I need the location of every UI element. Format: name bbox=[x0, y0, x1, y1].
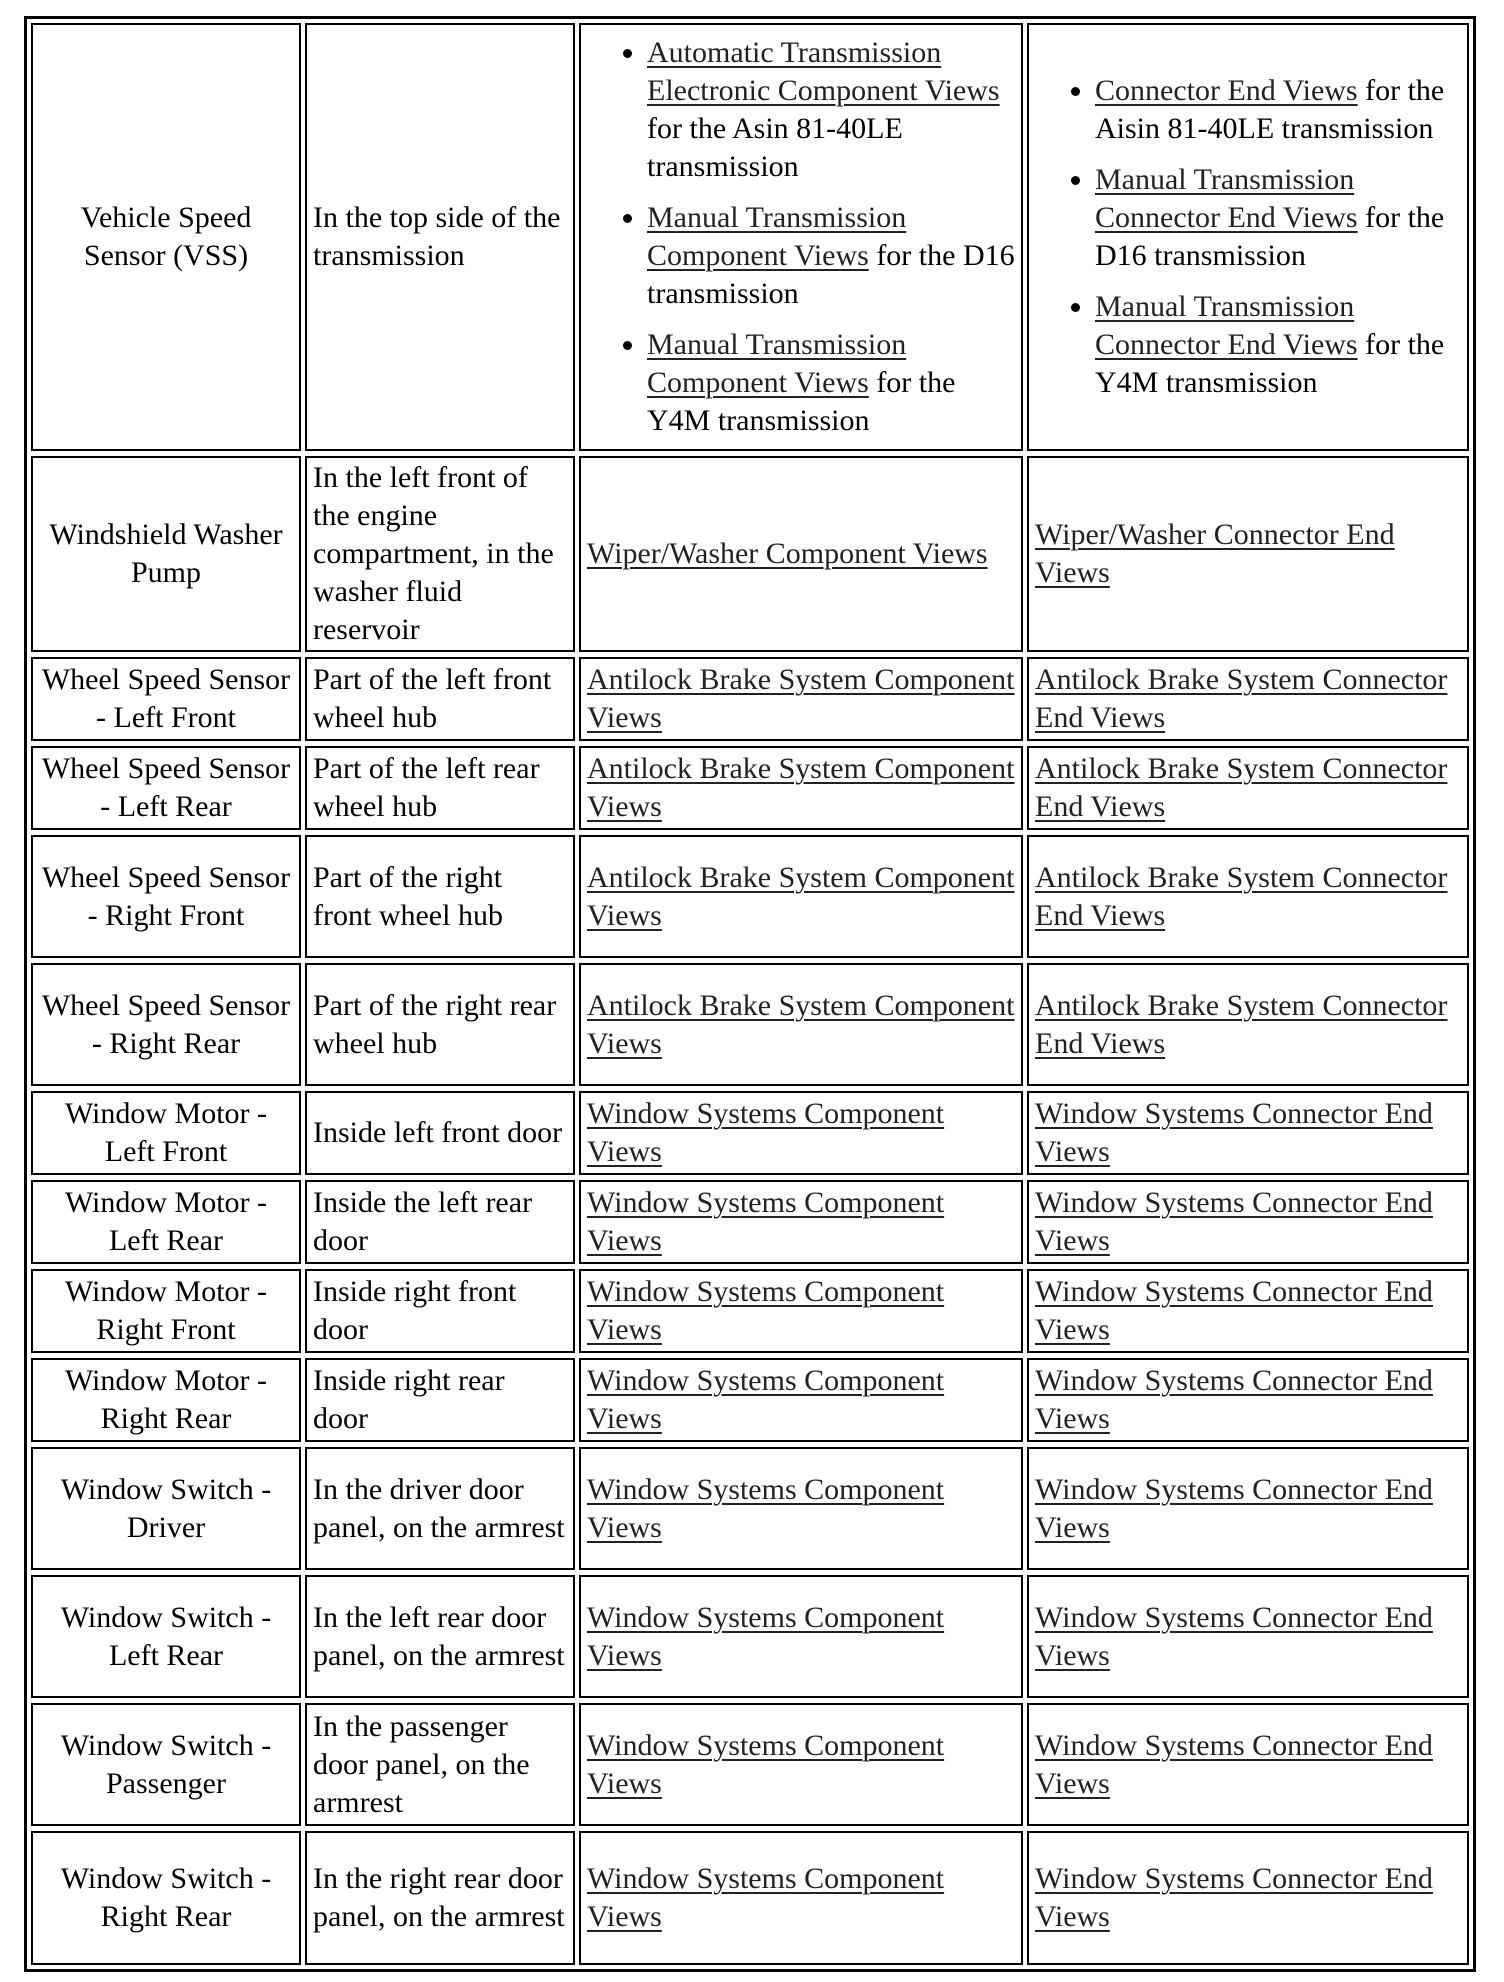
cell-component bbox=[31, 1269, 301, 1353]
component-views-link[interactable]: Window Systems Component Views bbox=[587, 1472, 945, 1544]
cell-component bbox=[31, 456, 301, 652]
cell-component bbox=[31, 1447, 301, 1570]
cell-connector-views bbox=[1027, 657, 1469, 741]
cell-connector-views bbox=[1027, 1358, 1469, 1442]
connector-views-link[interactable]: Window Systems Connector End Views bbox=[1035, 1275, 1433, 1346]
cell-component-views bbox=[579, 23, 1023, 451]
cell-component-views bbox=[579, 1358, 1023, 1442]
cell-connector-views bbox=[1027, 1447, 1469, 1570]
component-views-link[interactable]: Window Systems Component Views bbox=[587, 1364, 945, 1435]
cell-component bbox=[31, 23, 301, 451]
cell-component-views bbox=[579, 1180, 1023, 1264]
cell-component bbox=[31, 1358, 301, 1442]
list-item bbox=[1095, 288, 1461, 402]
component-views-link[interactable]: Antilock Brake System Component Views bbox=[587, 663, 1015, 734]
cell-location bbox=[305, 963, 575, 1086]
list-item bbox=[647, 199, 1015, 313]
link-suffix: for the Y4M transmission bbox=[1095, 328, 1445, 399]
cell-component bbox=[31, 657, 301, 741]
cell-component-views bbox=[579, 657, 1023, 741]
component-views-link[interactable]: Antilock Brake System Component Views bbox=[587, 860, 1015, 932]
cell-connector-views bbox=[1027, 1831, 1469, 1965]
cell-location bbox=[305, 746, 575, 830]
link-suffix: for the D16 transmission bbox=[1095, 201, 1445, 272]
component-views-link[interactable]: Manual Transmission Component Views bbox=[647, 328, 907, 399]
cell-component-views bbox=[579, 835, 1023, 958]
connector-views-link[interactable]: Window Systems Connector End Views bbox=[1035, 1186, 1433, 1257]
location-text: In the left rear door panel, on the armrest bbox=[313, 1600, 565, 1672]
cell-connector-views bbox=[1027, 456, 1469, 652]
cell-location bbox=[305, 23, 575, 451]
component-locator-table bbox=[24, 16, 1476, 1972]
cell-component bbox=[31, 1575, 301, 1698]
list-item bbox=[647, 34, 1015, 186]
cell-connector-views bbox=[1027, 23, 1469, 451]
location-text: In the driver door panel, on the armrest bbox=[313, 1472, 565, 1544]
cell-location bbox=[305, 1269, 575, 1353]
connector-views-link[interactable]: Antilock Brake System Connector End Views bbox=[1035, 663, 1448, 734]
component-name: Window Switch - Left Rear bbox=[60, 1600, 272, 1672]
component-name: Window Switch - Driver bbox=[60, 1472, 272, 1544]
cell-connector-views bbox=[1027, 1575, 1469, 1698]
connector-views-list bbox=[1035, 72, 1461, 402]
location-text: In the top side of the transmission bbox=[313, 201, 561, 272]
connector-views-link[interactable]: Window Systems Connector End Views bbox=[1035, 1728, 1433, 1800]
component-name: Window Switch - Passenger bbox=[60, 1728, 272, 1800]
location-text: Inside the left rear door bbox=[313, 1186, 533, 1257]
location-text: In the left front of the engine compartment, in the washer fluid reservoir bbox=[313, 461, 554, 646]
component-views-link[interactable]: Antilock Brake System Component Views bbox=[587, 988, 1015, 1060]
cell-connector-views bbox=[1027, 746, 1469, 830]
component-views-link[interactable]: Window Systems Component Views bbox=[587, 1097, 945, 1168]
link-suffix: for the D16 transmission bbox=[647, 239, 1015, 310]
cell-connector-views bbox=[1027, 1269, 1469, 1353]
connector-views-link[interactable]: Manual Transmission Connector End Views bbox=[1095, 290, 1358, 361]
cell-location bbox=[305, 1180, 575, 1264]
cell-connector-views bbox=[1027, 1180, 1469, 1264]
component-views-link[interactable]: Window Systems Component Views bbox=[587, 1275, 945, 1346]
connector-views-link[interactable]: Window Systems Connector End Views bbox=[1035, 1600, 1433, 1672]
location-text: Inside right front door bbox=[313, 1275, 517, 1346]
connector-views-link[interactable]: Window Systems Connector End Views bbox=[1035, 1364, 1433, 1435]
component-name: Wheel Speed Sensor - Right Front bbox=[41, 860, 291, 932]
cell-component-views bbox=[579, 1091, 1023, 1175]
cell-connector-views bbox=[1027, 1703, 1469, 1826]
component-name: Window Switch - Right Rear bbox=[60, 1862, 272, 1933]
location-text: In the right rear door panel, on the armrest bbox=[313, 1862, 565, 1933]
cell-location bbox=[305, 1831, 575, 1965]
cell-component-views bbox=[579, 456, 1023, 652]
cell-location bbox=[305, 1447, 575, 1570]
location-text: Part of the right rear wheel hub bbox=[313, 988, 557, 1060]
cell-component-views bbox=[579, 1703, 1023, 1826]
component-views-link[interactable]: Window Systems Component Views bbox=[587, 1186, 945, 1257]
cell-location bbox=[305, 657, 575, 741]
list-item bbox=[1095, 161, 1461, 275]
component-name: Window Motor - Left Rear bbox=[64, 1186, 268, 1257]
cell-connector-views bbox=[1027, 1091, 1469, 1175]
component-views-link[interactable]: Window Systems Component Views bbox=[587, 1862, 945, 1933]
connector-views-link[interactable]: Antilock Brake System Connector End Views bbox=[1035, 988, 1448, 1060]
component-views-link[interactable]: Wiper/Washer Component Views bbox=[587, 537, 988, 570]
component-views-link[interactable]: Window Systems Component Views bbox=[587, 1728, 945, 1800]
cell-component bbox=[31, 835, 301, 958]
location-text: In the passenger door panel, on the armrest bbox=[313, 1709, 530, 1819]
component-name: Wheel Speed Sensor - Right Rear bbox=[41, 988, 291, 1060]
connector-views-link[interactable]: Window Systems Connector End Views bbox=[1035, 1862, 1433, 1933]
component-name: Windshield Washer Pump bbox=[49, 518, 283, 589]
cell-component bbox=[31, 1703, 301, 1826]
cell-component-views bbox=[579, 963, 1023, 1086]
location-text: Part of the left front wheel hub bbox=[313, 663, 552, 734]
cell-location bbox=[305, 1358, 575, 1442]
connector-views-link[interactable]: Manual Transmission Connector End Views bbox=[1095, 163, 1358, 234]
link-suffix: for the Y4M transmission bbox=[647, 366, 956, 437]
cell-location bbox=[305, 1703, 575, 1826]
cell-component-views bbox=[579, 1269, 1023, 1353]
cell-component bbox=[31, 1831, 301, 1965]
connector-views-link[interactable]: Window Systems Connector End Views bbox=[1035, 1472, 1433, 1544]
connector-views-link[interactable]: Antilock Brake System Connector End Views bbox=[1035, 860, 1448, 932]
component-views-link[interactable]: Manual Transmission Component Views bbox=[647, 201, 907, 272]
location-text: Inside right rear door bbox=[313, 1364, 505, 1435]
cell-location bbox=[305, 1091, 575, 1175]
cell-component-views bbox=[579, 746, 1023, 830]
component-name: Window Motor - Right Rear bbox=[64, 1364, 268, 1435]
location-text: Part of the left rear wheel hub bbox=[313, 752, 540, 823]
component-name: Vehicle Speed Sensor (VSS) bbox=[80, 201, 252, 272]
cell-component-views bbox=[579, 1831, 1023, 1965]
component-views-list bbox=[587, 34, 1015, 440]
cell-connector-views bbox=[1027, 835, 1469, 958]
link-suffix: for the Aisin 81-40LE transmission bbox=[1095, 74, 1445, 145]
component-name: Window Motor - Left Front bbox=[64, 1097, 268, 1168]
cell-component bbox=[31, 1180, 301, 1264]
cell-component-views bbox=[579, 1575, 1023, 1698]
connector-views-link[interactable]: Window Systems Connector End Views bbox=[1035, 1097, 1433, 1168]
cell-component bbox=[31, 963, 301, 1086]
component-name: Wheel Speed Sensor - Left Rear bbox=[41, 752, 291, 823]
connector-views-link[interactable]: Wiper/Washer Connector End Views bbox=[1035, 518, 1395, 589]
connector-views-link[interactable]: Connector End Views bbox=[1095, 74, 1358, 107]
component-views-link[interactable]: Automatic Transmission Electronic Component Views bbox=[647, 36, 1000, 107]
cell-component bbox=[31, 746, 301, 830]
component-name: Window Motor - Right Front bbox=[64, 1275, 268, 1346]
link-suffix: for the Asin 81-40LE transmission bbox=[647, 112, 903, 183]
cell-component-views bbox=[579, 1447, 1023, 1570]
list-item bbox=[647, 326, 1015, 440]
cell-location bbox=[305, 456, 575, 652]
component-views-link[interactable]: Window Systems Component Views bbox=[587, 1600, 945, 1672]
location-text: Inside left front door bbox=[313, 1116, 563, 1149]
cell-connector-views bbox=[1027, 963, 1469, 1086]
cell-component bbox=[31, 1091, 301, 1175]
cell-location bbox=[305, 835, 575, 958]
list-item bbox=[1095, 72, 1461, 148]
connector-views-link[interactable]: Antilock Brake System Connector End Views bbox=[1035, 752, 1448, 823]
cell-location bbox=[305, 1575, 575, 1698]
component-views-link[interactable]: Antilock Brake System Component Views bbox=[587, 752, 1015, 823]
location-text: Part of the right front wheel hub bbox=[313, 860, 503, 932]
component-name: Wheel Speed Sensor - Left Front bbox=[41, 663, 291, 734]
